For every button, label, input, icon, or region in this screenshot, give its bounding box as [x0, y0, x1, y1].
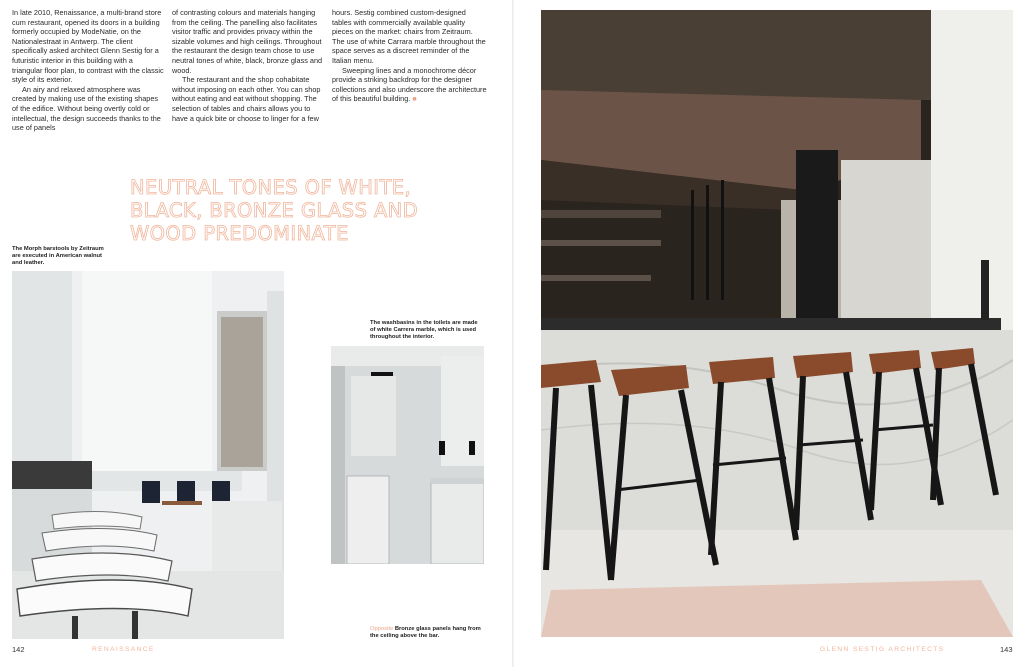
photo-washroom: [331, 346, 484, 564]
article-paragraph: of contrasting colours and materials hanging from the ceiling. The panelling also facilitates visitor traffic and provides privacy within the sizable volumes and high ceilings. Throughout the restaurant the design team chose to use neutral tones of white, black, bronze glass and wood.: [172, 8, 323, 75]
article-column-1: [12, 8, 164, 133]
page-number-right: 143: [1000, 645, 1013, 654]
article-column-3: [332, 8, 487, 105]
article-paragraph-final: [332, 66, 487, 105]
running-head-right: GLENN SESTIG ARCHITECTS: [820, 646, 945, 653]
caption-washbasins: The washbasins in the toilets are made of white Carrera marble, which is used throughout the interior.: [370, 320, 478, 340]
caption-opposite-label: Opposite: [370, 626, 394, 632]
caption-bronze-text: Bronze glass panels hang from the ceiling above the bar.: [370, 626, 481, 639]
running-head-left: RENAISSANCE: [92, 646, 155, 653]
article-paragraph: The restaurant and the shop cohabitate without imposing on each other. You can shop without eating and eat without shopping. The selection of tables and chairs allows you to have a quick bite or choose to linger for a few: [172, 75, 321, 123]
page-number-left: 142: [12, 645, 25, 654]
photo-bar-barstools: [541, 10, 1013, 637]
photo-restaurant-interior: [12, 271, 284, 639]
article-paragraph: hours. Sestig combined custom-designed tables with commercially available quality pieces on the market: chairs from Zeitraum. The use of white Carrara marble throughout the space serves as a discreet reminder of the Italian menu.: [332, 8, 486, 65]
article-paragraph: An airy and relaxed atmosphere was created by making use of the existing shapes of the edifice. Without being overtly cold or intellectual, the design succeeds thanks to the use of panels: [12, 84, 161, 133]
page-gutter: [512, 0, 514, 667]
article-paragraph-text: Sweeping lines and a monochrome décor provide a striking backdrop for the designer collections and also underscore the architecture of this beautiful building.: [332, 65, 487, 104]
article-column-2: [172, 8, 324, 123]
caption-barstools: The Morph barstools by Zeitraum are executed in American walnut and leather.: [12, 246, 104, 266]
article-paragraph: In late 2010, Renaissance, a multi-brand store cum restaurant, opened its doors in a building formerly occupied by ModeNatie, on the Nationalestraat in Antwerp. The client specifically asked architect Glenn Sestig for a futuristic interior in this building with a triangular floor plan, to contrast with the classic style of its exterior.: [12, 8, 164, 85]
pull-quote: NEUTRAL TONES OF WHITE, BLACK, BRONZE GLASS AND WOOD PREDOMINATE: [130, 176, 419, 245]
end-mark-icon: ■: [412, 96, 417, 104]
caption-bronze-glass: [370, 626, 482, 640]
